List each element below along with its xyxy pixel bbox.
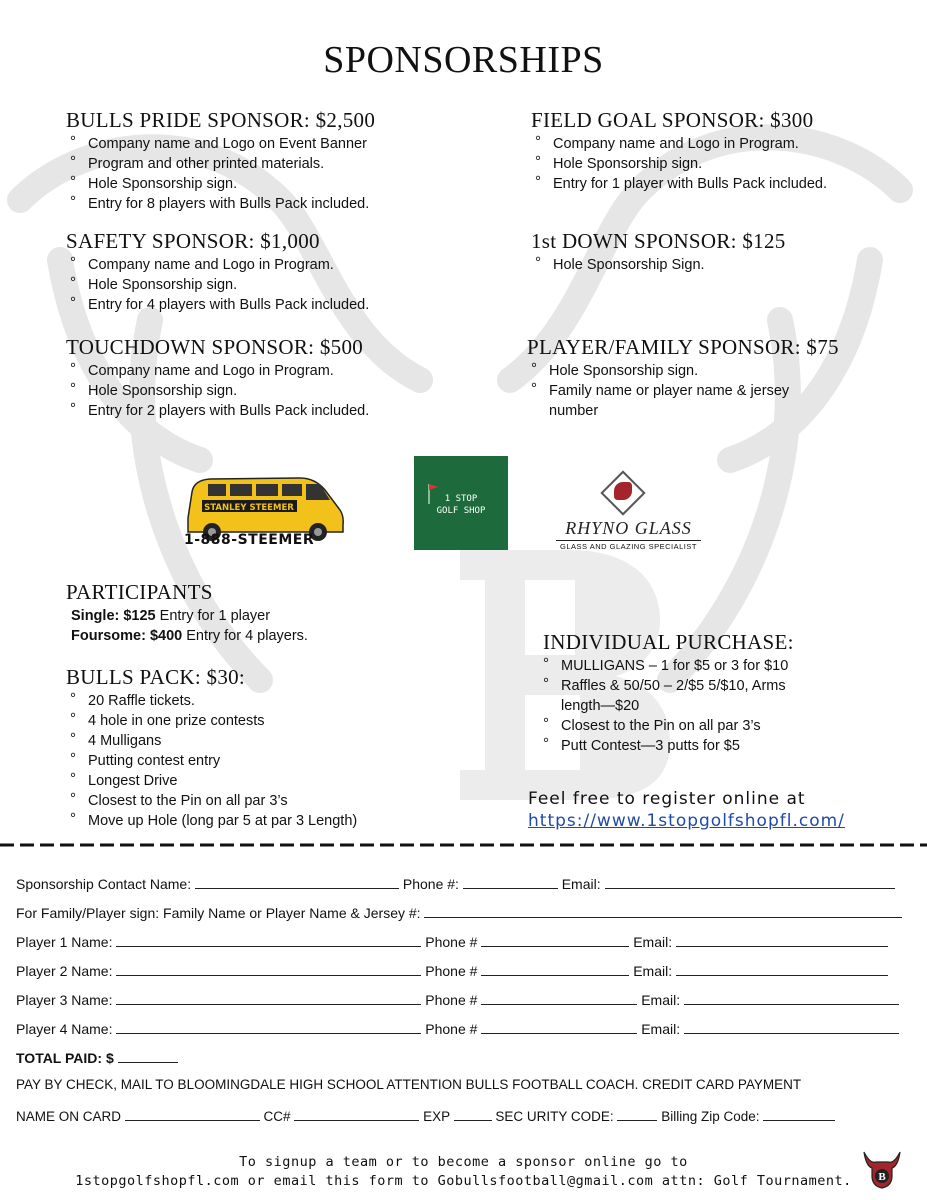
phone-label: Phone #: — [402, 876, 459, 892]
player1-phone-field[interactable] — [481, 932, 629, 947]
list-item: ° Entry for 1 player with Bulls Pack included. — [531, 174, 827, 194]
list-item: ° Hole Sponsorship Sign. — [531, 255, 786, 275]
list-item: ° Putting contest entry — [66, 751, 357, 771]
form-row-player1 — [16, 932, 888, 950]
list-item: ° Company name and Logo in Program. — [531, 134, 827, 154]
billing-zip-label: Billing Zip Code: — [661, 1109, 760, 1124]
list-item: ° Hole Sponsorship sign. — [527, 361, 847, 381]
golf-logo-line1: 1 STOP — [444, 494, 478, 504]
golf-logo-line2: GOLF SHOP — [436, 506, 486, 516]
foursome-line — [66, 626, 308, 646]
form-row-contact — [16, 874, 895, 892]
list-item: ° 4 hole in one prize contests — [66, 711, 357, 731]
form-row-player4 — [16, 1019, 899, 1037]
svg-text:B: B — [878, 1171, 886, 1183]
list-item: ° Entry for 8 players with Bulls Pack included. — [66, 194, 375, 214]
bulls-pack-block — [66, 665, 357, 831]
player1-email-field[interactable] — [676, 932, 888, 947]
touchdown-heading: TOUCHDOWN SPONSOR: $500 — [66, 335, 364, 359]
security-code-label: SEC URITY CODE: — [495, 1109, 614, 1124]
footer — [0, 1153, 927, 1191]
list-item: ° Move up Hole (long par 5 at par 3 Length) — [66, 811, 357, 831]
participants-block — [66, 580, 308, 646]
family-sign-field[interactable] — [424, 903, 902, 918]
player1-label: Player 1 Name: — [16, 934, 113, 950]
contact-name-label: Sponsorship Contact Name: — [16, 876, 192, 892]
list-item: ° Entry for 4 players with Bulls Pack included. — [66, 295, 369, 315]
player4-phone-field[interactable] — [481, 1019, 637, 1034]
page-title: SPONSORSHIPS — [323, 39, 604, 81]
player2-phone-field[interactable] — [481, 961, 629, 976]
list-item: ° Company name and Logo in Program. — [66, 361, 369, 381]
foursome-text: Entry for 4 players. — [182, 628, 308, 644]
cut-line-divider — [0, 838, 927, 852]
player2-label: Player 2 Name: — [16, 963, 113, 979]
single-line — [66, 606, 308, 626]
contact-email-field[interactable] — [605, 874, 895, 889]
footer-line1: To signup a team or to become a sponsor online go to — [239, 1154, 688, 1170]
list-item: ° Hole Sponsorship sign. — [531, 154, 827, 174]
individual-heading: INDIVIDUAL PURCHASE: — [543, 630, 794, 654]
player3-phone-label: Phone # — [425, 992, 478, 1008]
list-item: ° Company name and Logo in Program. — [66, 255, 369, 275]
list-item: ° Hole Sponsorship sign. — [66, 381, 369, 401]
player4-email-label: Email: — [641, 1021, 681, 1037]
cc-field[interactable] — [294, 1106, 419, 1121]
register-block — [528, 789, 845, 831]
footer-line2: 1stopgolfshopfl.com or email this form to Gobullsfootball@gmail.com attn: Golf Tournament. — [75, 1173, 852, 1189]
player1-name-field[interactable] — [116, 932, 421, 947]
pay-by-check-text: PAY BY CHECK, MAIL TO BLOOMINGDALE HIGH SCHOOL ATTENTION BULLS FOOTBALL COACH. CREDIT CARD PAYMENT — [16, 1077, 802, 1092]
list-item: ° Longest Drive — [66, 771, 357, 791]
form-row-family — [16, 903, 902, 921]
player4-label: Player 4 Name: — [16, 1021, 113, 1037]
email-label: Email: — [561, 876, 601, 892]
player4-name-field[interactable] — [116, 1019, 421, 1034]
contact-name-field[interactable] — [195, 874, 399, 889]
list-item: ° Company name and Logo on Event Banner — [66, 134, 375, 154]
player2-email-label: Email: — [633, 963, 673, 979]
first-down-block — [531, 229, 786, 275]
rhyno-name: RHYNO GLASS — [565, 518, 692, 538]
one-stop-golf-shop-logo — [414, 456, 508, 550]
field-goal-heading: FIELD GOAL SPONSOR: $300 — [531, 108, 814, 132]
security-code-field[interactable] — [617, 1106, 657, 1121]
safety-heading: SAFETY SPONSOR: $1,000 — [66, 229, 320, 253]
van-text: STANLEY STEEMER — [204, 503, 294, 513]
total-paid-field[interactable] — [118, 1048, 178, 1063]
rhyno-glass-logo — [556, 474, 701, 552]
foursome-label: Foursome: $400 — [71, 628, 183, 644]
rhyno-tagline: GLASS AND GLAZING SPECIALIST — [556, 540, 701, 551]
player2-email-field[interactable] — [676, 961, 888, 976]
list-item: ° Family name or player name & jersey number — [527, 381, 819, 421]
form-row-player3 — [16, 990, 899, 1008]
name-on-card-field[interactable] — [125, 1106, 260, 1121]
field-goal-block — [531, 108, 827, 194]
form-row-player2 — [16, 961, 888, 979]
list-item: ° Putt Contest—3 putts for $5 — [539, 736, 803, 756]
family-sign-label: For Family/Player sign: Family Name or Player Name & Jersey #: — [16, 905, 421, 921]
player3-email-label: Email: — [641, 992, 681, 1008]
player-family-block — [527, 335, 847, 421]
list-item: ° Entry for 2 players with Bulls Pack included. — [66, 401, 369, 421]
form-row-card — [16, 1106, 835, 1124]
player-family-heading: PLAYER/FAMILY SPONSOR: $75 — [527, 335, 839, 359]
player1-email-label: Email: — [633, 934, 673, 950]
player3-phone-field[interactable] — [481, 990, 637, 1005]
participants-heading: PARTICIPANTS — [66, 580, 213, 604]
safety-block — [66, 229, 369, 315]
rhyno-bird-icon — [614, 482, 632, 500]
contact-phone-field[interactable] — [463, 874, 558, 889]
billing-zip-field[interactable] — [763, 1106, 835, 1121]
bulls-pack-heading: BULLS PACK: $30: — [66, 665, 246, 689]
list-item: ° Raffles & 50/50 – 2/$5 5/$10, Arms length—$20 — [539, 676, 803, 716]
cc-label: CC# — [263, 1109, 291, 1124]
player1-phone-label: Phone # — [425, 934, 478, 950]
player3-label: Player 3 Name: — [16, 992, 113, 1008]
exp-label: EXP — [423, 1109, 450, 1124]
steemer-phone: 1-888-STEEMER — [184, 532, 315, 548]
bulls-logo-icon — [860, 1146, 904, 1190]
name-on-card-label: NAME ON CARD — [16, 1109, 122, 1124]
player2-phone-label: Phone # — [425, 963, 478, 979]
total-paid-label: TOTAL PAID: $ — [16, 1050, 114, 1066]
form-row-total — [16, 1048, 178, 1066]
list-item: ° Closest to the Pin on all par 3’s — [539, 716, 803, 736]
list-item: ° Program and other printed materials. — [66, 154, 375, 174]
bulls-pride-block — [66, 108, 375, 214]
list-item: ° Hole Sponsorship sign. — [66, 275, 369, 295]
bulls-pride-heading: BULLS PRIDE SPONSOR: $2,500 — [66, 108, 376, 132]
individual-purchase-block — [543, 630, 803, 756]
player3-name-field[interactable] — [116, 990, 421, 1005]
first-down-heading: 1st DOWN SPONSOR: $125 — [531, 229, 786, 253]
list-item: ° Closest to the Pin on all par 3’s — [66, 791, 357, 811]
list-item: ° 20 Raffle tickets. — [66, 691, 357, 711]
exp-field[interactable] — [454, 1106, 492, 1121]
touchdown-block — [66, 335, 369, 421]
list-item: ° Hole Sponsorship sign. — [66, 174, 375, 194]
player3-email-field[interactable] — [684, 990, 899, 1005]
register-text: Feel free to register online at — [528, 789, 806, 809]
form-row-payment-note — [16, 1077, 801, 1092]
player4-phone-label: Phone # — [425, 1021, 478, 1037]
player2-name-field[interactable] — [116, 961, 421, 976]
player4-email-field[interactable] — [684, 1019, 899, 1034]
register-link[interactable]: https://www.1stopgolfshopfl.com/ — [528, 811, 845, 831]
single-label: Single: $125 — [71, 608, 156, 624]
list-item: ° MULLIGANS – 1 for $5 or 3 for $10 — [539, 656, 803, 676]
single-text: Entry for 1 player — [155, 608, 271, 624]
list-item: ° 4 Mulligans — [66, 731, 357, 751]
